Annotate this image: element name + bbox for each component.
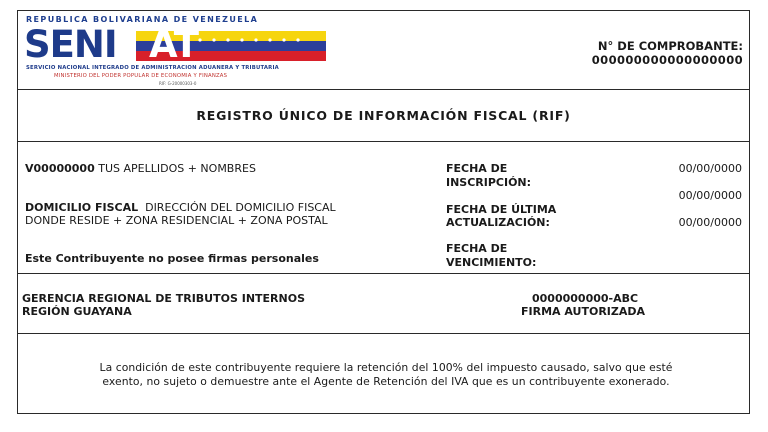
divider	[18, 89, 749, 90]
fecha-actualizacion-label-1: FECHA DE ÚLTIMA	[446, 203, 557, 216]
divider	[18, 273, 749, 274]
fecha-actualizacion-label-2: ACTUALIZACIÓN:	[446, 216, 550, 229]
gerencia-line-1: GERENCIA REGIONAL DE TRIBUTOS INTERNOS	[22, 292, 305, 305]
retention-notice-line-2: exento, no sujeto o demuestre ante el Agente de Retención del IVA que es un contribuyente exonerado.	[102, 375, 670, 388]
divider	[18, 333, 749, 334]
logo-brand-left: SENI	[24, 23, 117, 66]
logo-subtitle-rif: RIF: G-20000303-0	[159, 81, 197, 86]
logo-brand-right: AT	[149, 23, 199, 66]
logo-subtitle-ministry: MINISTERIO DEL PODER POPULAR DE ECONOMIA Y FINANZAS	[54, 73, 228, 79]
taxpayer-name: TUS APELLIDOS + NOMBRES	[98, 162, 256, 175]
rif-document	[17, 10, 750, 414]
taxpayer-line	[25, 162, 256, 175]
seniat-logo	[24, 15, 344, 87]
fecha-inscripcion-value: 00/00/0000	[678, 162, 742, 175]
comprobante-number: 000000000000000000	[591, 53, 743, 67]
fecha-actualizacion-value: 00/00/0000	[678, 216, 742, 229]
document-title: REGISTRO ÚNICO DE INFORMACIÓN FISCAL (RIF)	[196, 108, 571, 123]
firmas-note: Este Contribuyente no posee firmas personales	[25, 252, 319, 265]
country-name: REPUBLICA BOLIVARIANA DE VENEZUELA	[26, 15, 259, 24]
comprobante-label: N° DE COMPROBANTE:	[597, 39, 743, 53]
gerencia-line-2: REGIÓN GUAYANA	[22, 305, 132, 318]
domicilio-line	[25, 201, 336, 214]
domicilio-label: DOMICILIO FISCAL	[25, 201, 139, 214]
fecha-vencimiento-label-1: FECHA DE	[446, 242, 508, 255]
firma-code: 0000000000-ABC	[532, 292, 639, 305]
fecha-value: 00/00/0000	[678, 189, 742, 202]
rif-number: V00000000	[25, 162, 95, 175]
retention-notice	[25, 361, 747, 389]
flag-stars-icon	[194, 36, 304, 44]
divider	[18, 141, 749, 142]
firma-autorizada-label: FIRMA AUTORIZADA	[521, 305, 646, 318]
fecha-vencimiento-label-2: VENCIMIENTO:	[446, 256, 537, 269]
domicilio-address-2: DONDE RESIDE + ZONA RESIDENCIAL + ZONA POSTAL	[25, 214, 328, 227]
logo-subtitle-agency: SERVICIO NACIONAL INTEGRADO DE ADMINISTRACION ADUANERA Y TRIBUTARIA	[26, 65, 279, 71]
fecha-inscripcion-label-2: INSCRIPCIÓN:	[446, 176, 532, 189]
domicilio-address-1: DIRECCIÓN DEL DOMICILIO FISCAL	[145, 201, 336, 214]
retention-notice-line-1: La condición de este contribuyente requiere la retención del 100% del impuesto causado, salvo que esté	[99, 361, 673, 374]
fecha-inscripcion-label-1: FECHA DE	[446, 162, 508, 175]
